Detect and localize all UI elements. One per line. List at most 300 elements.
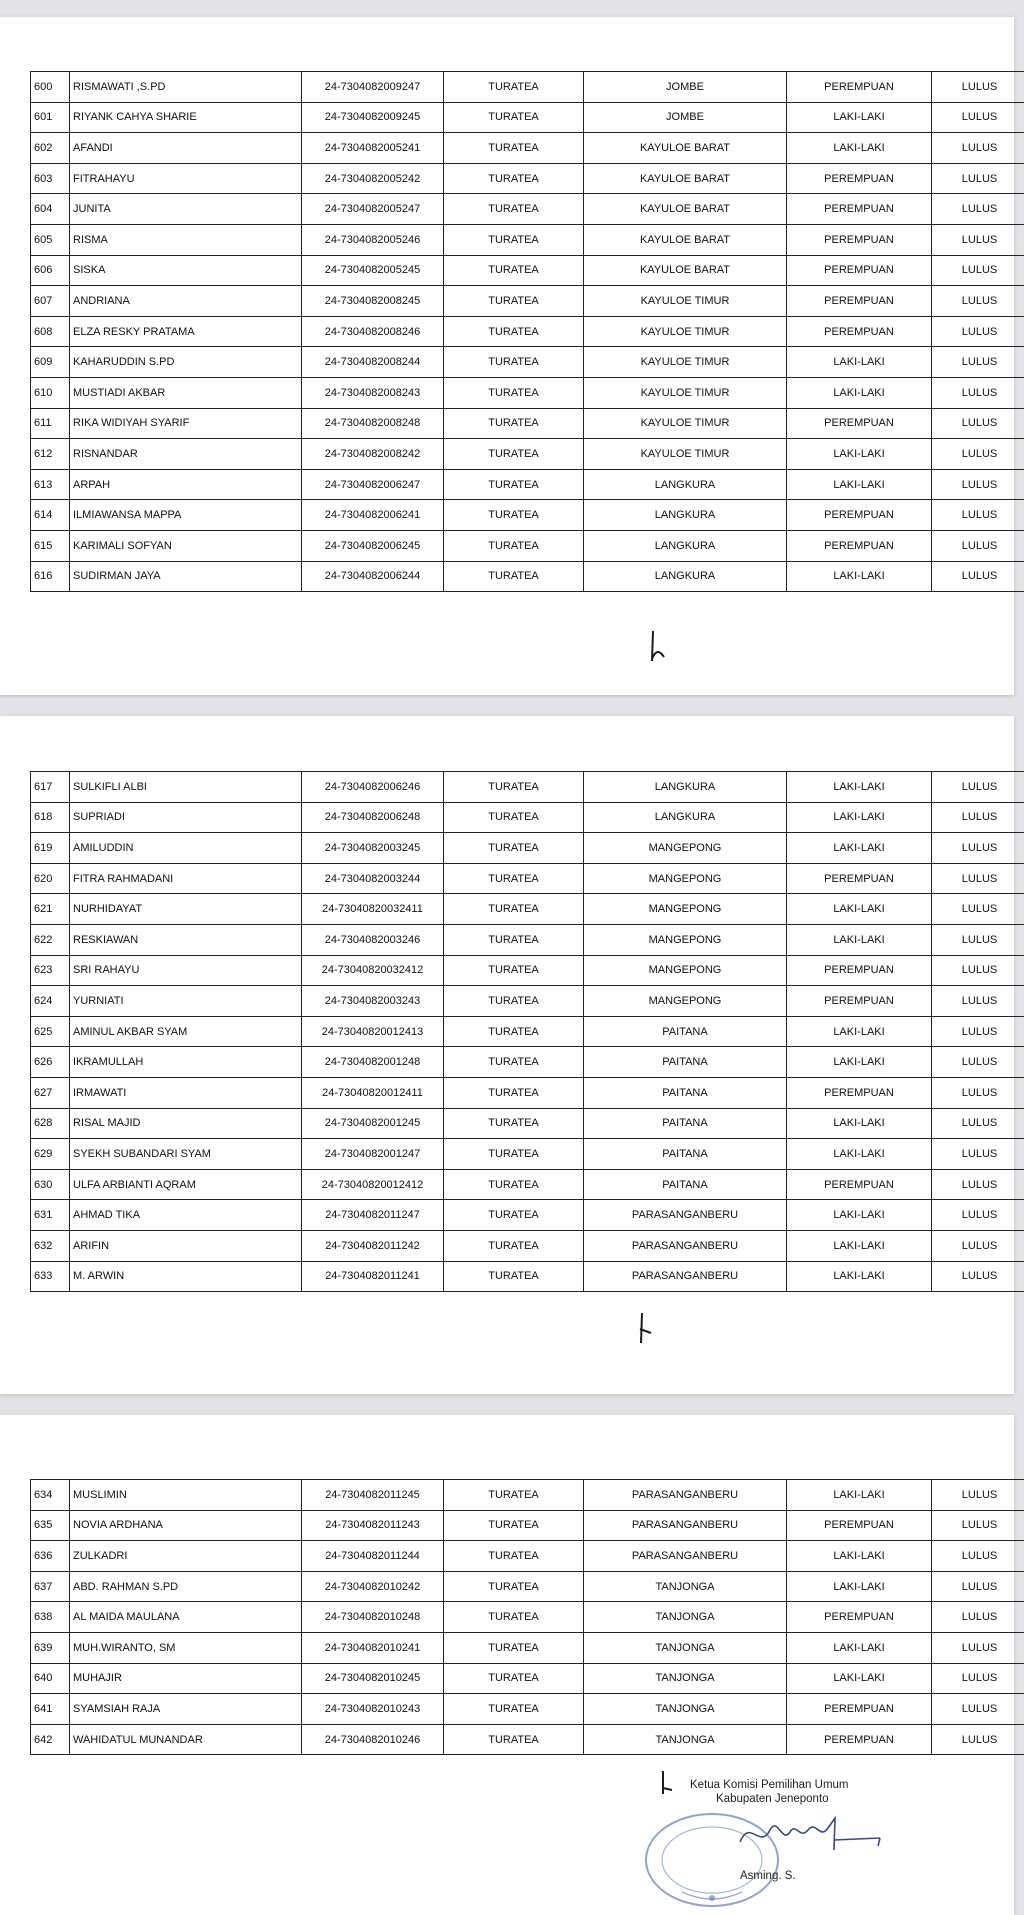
result-status-cell: LULUS	[932, 377, 1024, 408]
gender-cell: LAKI-LAKI	[787, 1139, 932, 1170]
registration-number-cell: 24-7304082008244	[302, 347, 444, 378]
table-row	[31, 439, 1024, 470]
registration-number-cell: 24-7304082003244	[302, 863, 444, 894]
row-number-cell: 622	[31, 924, 70, 955]
village-name-cell: TANJONGA	[584, 1602, 787, 1633]
district-name-cell: TURATEA	[444, 1724, 584, 1755]
table-row	[31, 1169, 1024, 1200]
result-status-cell: LULUS	[932, 163, 1024, 194]
row-number-cell: 628	[31, 1108, 70, 1139]
village-name-cell: KAYULOE BARAT	[584, 255, 787, 286]
result-status-cell: LULUS	[932, 255, 1024, 286]
participants-table-body	[31, 1480, 1024, 1755]
gender-cell: PEREMPUAN	[787, 316, 932, 347]
district-name-cell: TURATEA	[444, 1261, 584, 1292]
row-number-cell: 611	[31, 408, 70, 439]
gender-cell: LAKI-LAKI	[787, 772, 932, 803]
table-row	[31, 102, 1024, 133]
district-name-cell: TURATEA	[444, 833, 584, 864]
village-name-cell: TANJONGA	[584, 1632, 787, 1663]
participant-name-cell: ABD. RAHMAN S.PD	[70, 1571, 302, 1602]
gender-cell: LAKI-LAKI	[787, 347, 932, 378]
document-page-1	[0, 17, 1014, 695]
gender-cell: LAKI-LAKI	[787, 1541, 932, 1572]
result-status-cell: LULUS	[932, 772, 1024, 803]
row-number-cell: 601	[31, 102, 70, 133]
table-row	[31, 133, 1024, 164]
table-row	[31, 986, 1024, 1017]
district-name-cell: TURATEA	[444, 1632, 584, 1663]
participant-name-cell: ARPAH	[70, 469, 302, 500]
participant-name-cell: RIKA WIDIYAH SYARIF	[70, 408, 302, 439]
table-row	[31, 224, 1024, 255]
participant-name-cell: RISMAWATI ,S.PD	[70, 72, 302, 103]
district-name-cell: TURATEA	[444, 1694, 584, 1725]
district-name-cell: TURATEA	[444, 802, 584, 833]
registration-number-cell: 24-7304082001247	[302, 1139, 444, 1170]
district-name-cell: TURATEA	[444, 72, 584, 103]
district-name-cell: TURATEA	[444, 1663, 584, 1694]
registration-number-cell: 24-7304082005246	[302, 224, 444, 255]
participant-name-cell: KAHARUDDIN S.PD	[70, 347, 302, 378]
participant-name-cell: RISAL MAJID	[70, 1108, 302, 1139]
row-number-cell: 631	[31, 1200, 70, 1231]
table-row	[31, 530, 1024, 561]
gender-cell: PEREMPUAN	[787, 863, 932, 894]
registration-number-cell: 24-7304082010248	[302, 1602, 444, 1633]
district-name-cell: TURATEA	[444, 469, 584, 500]
signatory-name: Asming. S.	[740, 1870, 796, 1882]
registration-number-cell: 24-7304082011243	[302, 1510, 444, 1541]
table-row	[31, 1571, 1024, 1602]
result-status-cell: LULUS	[932, 133, 1024, 164]
gender-cell: LAKI-LAKI	[787, 802, 932, 833]
result-status-cell: LULUS	[932, 408, 1024, 439]
participant-name-cell: MUSTIADI AKBAR	[70, 377, 302, 408]
row-number-cell: 609	[31, 347, 70, 378]
table-row	[31, 1016, 1024, 1047]
table-row	[31, 894, 1024, 925]
table-row	[31, 1541, 1024, 1572]
row-number-cell: 632	[31, 1230, 70, 1261]
table-row	[31, 561, 1024, 592]
district-name-cell: TURATEA	[444, 1230, 584, 1261]
participants-table	[30, 71, 1024, 592]
district-name-cell: TURATEA	[444, 408, 584, 439]
table-row	[31, 772, 1024, 803]
initial-paraf-mark	[660, 1770, 674, 1796]
registration-number-cell: 24-7304082009247	[302, 72, 444, 103]
table-row	[31, 1510, 1024, 1541]
table-row	[31, 833, 1024, 864]
registration-number-cell: 24-7304082008242	[302, 439, 444, 470]
result-status-cell: LULUS	[932, 72, 1024, 103]
district-name-cell: TURATEA	[444, 1480, 584, 1511]
participant-name-cell: ILMIAWANSA MAPPA	[70, 500, 302, 531]
gender-cell: PEREMPUAN	[787, 194, 932, 225]
registration-number-cell: 24-7304082005242	[302, 163, 444, 194]
gender-cell: PEREMPUAN	[787, 500, 932, 531]
table-row	[31, 255, 1024, 286]
table-row	[31, 802, 1024, 833]
signatory-title: Ketua Komisi Pemilihan Umum	[690, 1779, 849, 1791]
participant-name-cell: AFANDI	[70, 133, 302, 164]
row-number-cell: 618	[31, 802, 70, 833]
district-name-cell: TURATEA	[444, 986, 584, 1017]
registration-number-cell: 24-7304082006241	[302, 500, 444, 531]
participant-name-cell: SYEKH SUBANDARI SYAM	[70, 1139, 302, 1170]
row-number-cell: 607	[31, 286, 70, 317]
row-number-cell: 608	[31, 316, 70, 347]
village-name-cell: PAITANA	[584, 1108, 787, 1139]
village-name-cell: MANGEPONG	[584, 986, 787, 1017]
result-status-cell: LULUS	[932, 1108, 1024, 1139]
village-name-cell: TANJONGA	[584, 1663, 787, 1694]
district-name-cell: TURATEA	[444, 955, 584, 986]
participant-name-cell: RISNANDAR	[70, 439, 302, 470]
gender-cell: LAKI-LAKI	[787, 377, 932, 408]
registration-number-cell: 24-7304082005247	[302, 194, 444, 225]
gender-cell: LAKI-LAKI	[787, 1632, 932, 1663]
village-name-cell: JOMBE	[584, 72, 787, 103]
registration-number-cell: 24-73040820012411	[302, 1077, 444, 1108]
table-row	[31, 377, 1024, 408]
row-number-cell: 617	[31, 772, 70, 803]
participant-name-cell: RESKIAWAN	[70, 924, 302, 955]
registration-number-cell: 24-7304082003246	[302, 924, 444, 955]
result-status-cell: LULUS	[932, 1571, 1024, 1602]
district-name-cell: TURATEA	[444, 1571, 584, 1602]
participant-name-cell: SRI RAHAYU	[70, 955, 302, 986]
participants-table-body	[31, 772, 1024, 1292]
result-status-cell: LULUS	[932, 1541, 1024, 1572]
village-name-cell: LANGKURA	[584, 530, 787, 561]
row-number-cell: 630	[31, 1169, 70, 1200]
result-status-cell: LULUS	[932, 347, 1024, 378]
participant-name-cell: IKRAMULLAH	[70, 1047, 302, 1078]
village-name-cell: TANJONGA	[584, 1694, 787, 1725]
result-status-cell: LULUS	[932, 469, 1024, 500]
row-number-cell: 603	[31, 163, 70, 194]
result-status-cell: LULUS	[932, 1632, 1024, 1663]
participant-name-cell: ARIFIN	[70, 1230, 302, 1261]
village-name-cell: MANGEPONG	[584, 833, 787, 864]
registration-number-cell: 24-7304082008246	[302, 316, 444, 347]
participant-name-cell: ANDRIANA	[70, 286, 302, 317]
row-number-cell: 638	[31, 1602, 70, 1633]
row-number-cell: 621	[31, 894, 70, 925]
gender-cell: PEREMPUAN	[787, 286, 932, 317]
row-number-cell: 602	[31, 133, 70, 164]
result-status-cell: LULUS	[932, 1016, 1024, 1047]
result-status-cell: LULUS	[932, 1480, 1024, 1511]
table-row	[31, 1602, 1024, 1633]
result-status-cell: LULUS	[932, 561, 1024, 592]
table-row	[31, 194, 1024, 225]
participant-name-cell: SUDIRMAN JAYA	[70, 561, 302, 592]
table-row	[31, 347, 1024, 378]
result-status-cell: LULUS	[932, 1047, 1024, 1078]
result-status-cell: LULUS	[932, 1139, 1024, 1170]
row-number-cell: 641	[31, 1694, 70, 1725]
participant-name-cell: FITRA RAHMADANI	[70, 863, 302, 894]
participant-name-cell: FITRAHAYU	[70, 163, 302, 194]
row-number-cell: 640	[31, 1663, 70, 1694]
participant-name-cell: MUHAJIR	[70, 1663, 302, 1694]
table-row	[31, 286, 1024, 317]
row-number-cell: 623	[31, 955, 70, 986]
village-name-cell: KAYULOE TIMUR	[584, 347, 787, 378]
result-status-cell: LULUS	[932, 1694, 1024, 1725]
table-row	[31, 1632, 1024, 1663]
gender-cell: LAKI-LAKI	[787, 1480, 932, 1511]
registration-number-cell: 24-73040820032412	[302, 955, 444, 986]
district-name-cell: TURATEA	[444, 439, 584, 470]
registration-number-cell: 24-7304082008243	[302, 377, 444, 408]
participant-name-cell: AL MAIDA MAULANA	[70, 1602, 302, 1633]
registration-number-cell: 24-7304082010243	[302, 1694, 444, 1725]
gender-cell: LAKI-LAKI	[787, 1230, 932, 1261]
gender-cell: PEREMPUAN	[787, 72, 932, 103]
result-status-cell: LULUS	[932, 924, 1024, 955]
row-number-cell: 610	[31, 377, 70, 408]
village-name-cell: PARASANGANBERU	[584, 1230, 787, 1261]
registration-number-cell: 24-7304082010242	[302, 1571, 444, 1602]
document-page-2	[0, 716, 1014, 1394]
village-name-cell: LANGKURA	[584, 772, 787, 803]
table-row	[31, 163, 1024, 194]
gender-cell: PEREMPUAN	[787, 1169, 932, 1200]
gender-cell: LAKI-LAKI	[787, 924, 932, 955]
gender-cell: PEREMPUAN	[787, 1724, 932, 1755]
signatory-region: Kabupaten Jeneponto	[716, 1793, 829, 1805]
gender-cell: PEREMPUAN	[787, 1077, 932, 1108]
registration-number-cell: 24-7304082003243	[302, 986, 444, 1017]
table-row	[31, 500, 1024, 531]
district-name-cell: TURATEA	[444, 1016, 584, 1047]
participant-name-cell: SULKIFLI ALBI	[70, 772, 302, 803]
district-name-cell: TURATEA	[444, 530, 584, 561]
participant-name-cell: M. ARWIN	[70, 1261, 302, 1292]
result-status-cell: LULUS	[932, 1510, 1024, 1541]
village-name-cell: PAITANA	[584, 1077, 787, 1108]
table-row	[31, 1200, 1024, 1231]
district-name-cell: TURATEA	[444, 377, 584, 408]
participant-name-cell: JUNITA	[70, 194, 302, 225]
result-status-cell: LULUS	[932, 894, 1024, 925]
row-number-cell: 619	[31, 833, 70, 864]
district-name-cell: TURATEA	[444, 224, 584, 255]
gender-cell: PEREMPUAN	[787, 986, 932, 1017]
row-number-cell: 625	[31, 1016, 70, 1047]
row-number-cell: 639	[31, 1632, 70, 1663]
registration-number-cell: 24-73040820012413	[302, 1016, 444, 1047]
gender-cell: PEREMPUAN	[787, 955, 932, 986]
district-name-cell: TURATEA	[444, 102, 584, 133]
row-number-cell: 633	[31, 1261, 70, 1292]
registration-number-cell: 24-7304082003245	[302, 833, 444, 864]
registration-number-cell: 24-7304082006246	[302, 772, 444, 803]
table-row	[31, 955, 1024, 986]
participant-name-cell: SUPRIADI	[70, 802, 302, 833]
district-name-cell: TURATEA	[444, 863, 584, 894]
row-number-cell: 629	[31, 1139, 70, 1170]
district-name-cell: TURATEA	[444, 316, 584, 347]
registration-number-cell: 24-7304082011244	[302, 1541, 444, 1572]
result-status-cell: LULUS	[932, 102, 1024, 133]
row-number-cell: 604	[31, 194, 70, 225]
participant-name-cell: YURNIATI	[70, 986, 302, 1017]
gender-cell: LAKI-LAKI	[787, 1663, 932, 1694]
participant-name-cell: NOVIA ARDHANA	[70, 1510, 302, 1541]
participant-name-cell: AHMAD TIKA	[70, 1200, 302, 1231]
row-number-cell: 626	[31, 1047, 70, 1078]
participant-name-cell: ULFA ARBIANTI AQRAM	[70, 1169, 302, 1200]
district-name-cell: TURATEA	[444, 1602, 584, 1633]
participant-name-cell: ZULKADRI	[70, 1541, 302, 1572]
gender-cell: LAKI-LAKI	[787, 833, 932, 864]
village-name-cell: KAYULOE TIMUR	[584, 439, 787, 470]
registration-number-cell: 24-7304082008245	[302, 286, 444, 317]
participant-name-cell: MUH.WIRANTO, SM	[70, 1632, 302, 1663]
table-row	[31, 863, 1024, 894]
row-number-cell: 642	[31, 1724, 70, 1755]
table-row	[31, 924, 1024, 955]
gender-cell: LAKI-LAKI	[787, 1571, 932, 1602]
participant-name-cell: AMILUDDIN	[70, 833, 302, 864]
district-name-cell: TURATEA	[444, 1169, 584, 1200]
result-status-cell: LULUS	[932, 439, 1024, 470]
district-name-cell: TURATEA	[444, 924, 584, 955]
district-name-cell: TURATEA	[444, 500, 584, 531]
row-number-cell: 620	[31, 863, 70, 894]
table-row	[31, 1663, 1024, 1694]
result-status-cell: LULUS	[932, 286, 1024, 317]
village-name-cell: PARASANGANBERU	[584, 1261, 787, 1292]
gender-cell: LAKI-LAKI	[787, 439, 932, 470]
registration-number-cell: 24-7304082011242	[302, 1230, 444, 1261]
row-number-cell: 612	[31, 439, 70, 470]
village-name-cell: KAYULOE TIMUR	[584, 286, 787, 317]
gender-cell: LAKI-LAKI	[787, 133, 932, 164]
result-status-cell: LULUS	[932, 1663, 1024, 1694]
gender-cell: PEREMPUAN	[787, 224, 932, 255]
result-status-cell: LULUS	[932, 530, 1024, 561]
registration-number-cell: 24-7304082006248	[302, 802, 444, 833]
district-name-cell: TURATEA	[444, 1047, 584, 1078]
registration-number-cell: 24-7304082005241	[302, 133, 444, 164]
village-name-cell: MANGEPONG	[584, 955, 787, 986]
gender-cell: PEREMPUAN	[787, 255, 932, 286]
village-name-cell: MANGEPONG	[584, 894, 787, 925]
row-number-cell: 613	[31, 469, 70, 500]
village-name-cell: KAYULOE BARAT	[584, 224, 787, 255]
participant-name-cell: NURHIDAYAT	[70, 894, 302, 925]
result-status-cell: LULUS	[932, 1200, 1024, 1231]
village-name-cell: MANGEPONG	[584, 863, 787, 894]
village-name-cell: KAYULOE TIMUR	[584, 408, 787, 439]
district-name-cell: TURATEA	[444, 1510, 584, 1541]
row-number-cell: 605	[31, 224, 70, 255]
village-name-cell: KAYULOE BARAT	[584, 163, 787, 194]
village-name-cell: PAITANA	[584, 1047, 787, 1078]
gender-cell: LAKI-LAKI	[787, 1047, 932, 1078]
registration-number-cell: 24-7304082011241	[302, 1261, 444, 1292]
participant-name-cell: RISMA	[70, 224, 302, 255]
registration-number-cell: 24-7304082006247	[302, 469, 444, 500]
participant-name-cell: KARIMALI SOFYAN	[70, 530, 302, 561]
row-number-cell: 616	[31, 561, 70, 592]
participants-table-body	[31, 72, 1024, 592]
district-name-cell: TURATEA	[444, 1077, 584, 1108]
registration-number-cell: 24-7304082010241	[302, 1632, 444, 1663]
result-status-cell: LULUS	[932, 863, 1024, 894]
village-name-cell: LANGKURA	[584, 561, 787, 592]
district-name-cell: TURATEA	[444, 255, 584, 286]
registration-number-cell: 24-7304082001245	[302, 1108, 444, 1139]
village-name-cell: JOMBE	[584, 102, 787, 133]
gender-cell: PEREMPUAN	[787, 1510, 932, 1541]
gender-cell: LAKI-LAKI	[787, 1016, 932, 1047]
gender-cell: LAKI-LAKI	[787, 561, 932, 592]
district-name-cell: TURATEA	[444, 772, 584, 803]
result-status-cell: LULUS	[932, 1602, 1024, 1633]
district-name-cell: TURATEA	[444, 1139, 584, 1170]
village-name-cell: TANJONGA	[584, 1724, 787, 1755]
gender-cell: PEREMPUAN	[787, 163, 932, 194]
gender-cell: LAKI-LAKI	[787, 102, 932, 133]
gender-cell: LAKI-LAKI	[787, 1108, 932, 1139]
village-name-cell: LANGKURA	[584, 469, 787, 500]
village-name-cell: LANGKURA	[584, 802, 787, 833]
registration-number-cell: 24-73040820032411	[302, 894, 444, 925]
row-number-cell: 637	[31, 1571, 70, 1602]
village-name-cell: KAYULOE TIMUR	[584, 377, 787, 408]
result-status-cell: LULUS	[932, 224, 1024, 255]
registration-number-cell: 24-7304082001248	[302, 1047, 444, 1078]
gender-cell: PEREMPUAN	[787, 408, 932, 439]
row-number-cell: 615	[31, 530, 70, 561]
district-name-cell: TURATEA	[444, 1108, 584, 1139]
village-name-cell: PARASANGANBERU	[584, 1541, 787, 1572]
district-name-cell: TURATEA	[444, 347, 584, 378]
table-row	[31, 1230, 1024, 1261]
registration-number-cell: 24-7304082009245	[302, 102, 444, 133]
district-name-cell: TURATEA	[444, 194, 584, 225]
registration-number-cell: 24-7304082006245	[302, 530, 444, 561]
table-row	[31, 72, 1024, 103]
row-number-cell: 606	[31, 255, 70, 286]
village-name-cell: PARASANGANBERU	[584, 1480, 787, 1511]
district-name-cell: TURATEA	[444, 163, 584, 194]
village-name-cell: LANGKURA	[584, 500, 787, 531]
village-name-cell: PARASANGANBERU	[584, 1200, 787, 1231]
gender-cell: LAKI-LAKI	[787, 1200, 932, 1231]
table-row	[31, 1694, 1024, 1725]
result-status-cell: LULUS	[932, 1261, 1024, 1292]
participant-name-cell: ELZA RESKY PRATAMA	[70, 316, 302, 347]
table-row	[31, 1077, 1024, 1108]
result-status-cell: LULUS	[932, 802, 1024, 833]
registration-number-cell: 24-7304082011247	[302, 1200, 444, 1231]
participant-name-cell: IRMAWATI	[70, 1077, 302, 1108]
district-name-cell: TURATEA	[444, 561, 584, 592]
row-number-cell: 634	[31, 1480, 70, 1511]
table-row	[31, 1139, 1024, 1170]
gender-cell: PEREMPUAN	[787, 1602, 932, 1633]
registration-number-cell: 24-7304082008248	[302, 408, 444, 439]
participant-name-cell: SYAMSIAH RAJA	[70, 1694, 302, 1725]
